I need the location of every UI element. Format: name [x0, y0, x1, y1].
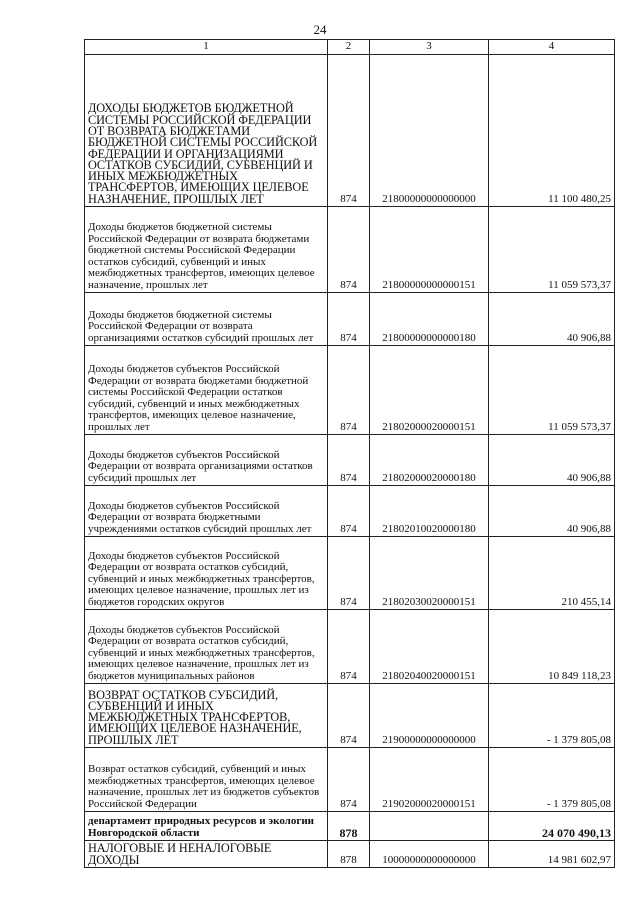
row-revenue-code: 21802040020000151	[370, 610, 489, 684]
row-name: ВОЗВРАТ ОСТАТКОВ СУБСИДИЙ, СУБВЕНЦИЙ И ИНЫХ МЕЖБЮДЖЕТНЫХ ТРАНСФЕРТОВ, ИМЕЮЩИХ ЦЕЛЕВОЕ НАЗНАЧЕНИЕ, ПРОШЛЫХ ЛЕТ	[85, 684, 328, 748]
row-amount: 40 906,88	[489, 486, 615, 537]
row-amount: 11 059 573,37	[489, 346, 615, 435]
column-header-revenue-code: 3	[370, 40, 489, 55]
budget-revenue-table	[84, 39, 615, 868]
row-name: Доходы бюджетов субъектов Российской Федерации от возврата бюджетами бюджетной системы Российской Федерации остатков субсидий, субвенций и иных межбюджетных трансфертов, имеющих целевое назначение, прошлых лет	[85, 346, 328, 435]
table-row	[85, 346, 615, 435]
row-name: Доходы бюджетов бюджетной системы Российской Федерации от возврата организациями остатков субсидий прошлых лет	[85, 293, 328, 346]
row-revenue-code: 21802010020000180	[370, 486, 489, 537]
table-row	[85, 486, 615, 537]
row-revenue-code: 21800000000000180	[370, 293, 489, 346]
column-header-name: 1	[85, 40, 328, 55]
row-name: ДОХОДЫ БЮДЖЕТОВ БЮДЖЕТНОЙ СИСТЕМЫ РОССИЙСКОЙ ФЕДЕРАЦИИ ОТ ВОЗВРАТА БЮДЖЕТАМИ БЮДЖЕТНОЙ СИСТЕМЫ РОССИЙСКОЙ ФЕДЕРАЦИИ И ОРГАНИЗАЦИЯМИ ОСТАТКОВ СУБСИДИЙ, СУБВЕНЦИЙ И ИНЫХ МЕЖБЮДЖЕТНЫХ ТРАНСФЕРТОВ, ИМЕЮЩИХ ЦЕЛЕВОЕ НАЗНАЧЕНИЕ, ПРОШЛЫХ ЛЕТ	[85, 55, 328, 207]
row-revenue-code: 21800000000000151	[370, 207, 489, 293]
row-name: Доходы бюджетов бюджетной системы Российской Федерации от возврата бюджетами бюджетной системы Российской Федерации остатков субсидий, субвенций и иных межбюджетных трансфертов, имеющих целевое назначение, прошлых лет	[85, 207, 328, 293]
row-amount: 14 981 602,97	[489, 841, 615, 868]
row-amount: 24 070 490,13	[489, 812, 615, 841]
row-amount: 40 906,88	[489, 435, 615, 486]
row-name: департамент природных ресурсов и экологии Новгородской области	[85, 812, 328, 841]
table-row	[85, 812, 615, 841]
row-admin-code: 874	[328, 207, 370, 293]
row-name: Доходы бюджетов субъектов Российской Федерации от возврата остатков субсидий, субвенций и иных межбюджетных трансфертов, имеющих целевое назначение, прошлых лет из бюджетов муниципальных районов	[85, 610, 328, 684]
table-row	[85, 537, 615, 610]
row-admin-code: 874	[328, 346, 370, 435]
row-revenue-code: 21902000020000151	[370, 748, 489, 812]
row-admin-code: 874	[328, 486, 370, 537]
row-revenue-code: 21900000000000000	[370, 684, 489, 748]
row-admin-code: 874	[328, 684, 370, 748]
row-admin-code: 874	[328, 435, 370, 486]
row-name: Доходы бюджетов субъектов Российской Федерации от возврата бюджетными учреждениями остатков субсидий прошлых лет	[85, 486, 328, 537]
row-revenue-code: 21802000020000151	[370, 346, 489, 435]
row-name: Возврат остатков субсидий, субвенций и иных межбюджетных трансфертов, имеющих целевое назначение, прошлых лет из бюджетов субъектов Российской Федерации	[85, 748, 328, 812]
row-admin-code: 874	[328, 748, 370, 812]
row-admin-code: 878	[328, 841, 370, 868]
row-amount: - 1 379 805,08	[489, 748, 615, 812]
table-row	[85, 610, 615, 684]
table-row	[85, 748, 615, 812]
row-admin-code: 874	[328, 55, 370, 207]
row-name: Доходы бюджетов субъектов Российской Федерации от возврата организациями остатков субсидий прошлых лет	[85, 435, 328, 486]
row-amount: - 1 379 805,08	[489, 684, 615, 748]
row-admin-code: 874	[328, 610, 370, 684]
row-amount: 210 455,14	[489, 537, 615, 610]
row-name: Доходы бюджетов субъектов Российской Федерации от возврата остатков субсидий, субвенций и иных межбюджетных трансфертов, имеющих целевое назначение, прошлых лет из бюджетов городских округов	[85, 537, 328, 610]
table-row	[85, 55, 615, 207]
row-revenue-code	[370, 812, 489, 841]
row-amount: 11 059 573,37	[489, 207, 615, 293]
row-amount: 10 849 118,23	[489, 610, 615, 684]
row-admin-code: 874	[328, 293, 370, 346]
column-header-admin-code: 2	[328, 40, 370, 55]
column-header-amount: 4	[489, 40, 615, 55]
table-header-row	[85, 40, 615, 55]
row-revenue-code: 21802030020000151	[370, 537, 489, 610]
row-revenue-code: 21800000000000000	[370, 55, 489, 207]
table-row	[85, 435, 615, 486]
table-row	[85, 841, 615, 868]
table-row	[85, 684, 615, 748]
row-amount: 11 100 480,25	[489, 55, 615, 207]
table-row	[85, 207, 615, 293]
row-amount: 40 906,88	[489, 293, 615, 346]
row-revenue-code: 10000000000000000	[370, 841, 489, 868]
page-number: 24	[313, 22, 327, 37]
table-row	[85, 293, 615, 346]
row-revenue-code: 21802000020000180	[370, 435, 489, 486]
row-admin-code: 878	[328, 812, 370, 841]
row-name: НАЛОГОВЫЕ И НЕНАЛОГОВЫЕ ДОХОДЫ	[85, 841, 328, 868]
row-admin-code: 874	[328, 537, 370, 610]
